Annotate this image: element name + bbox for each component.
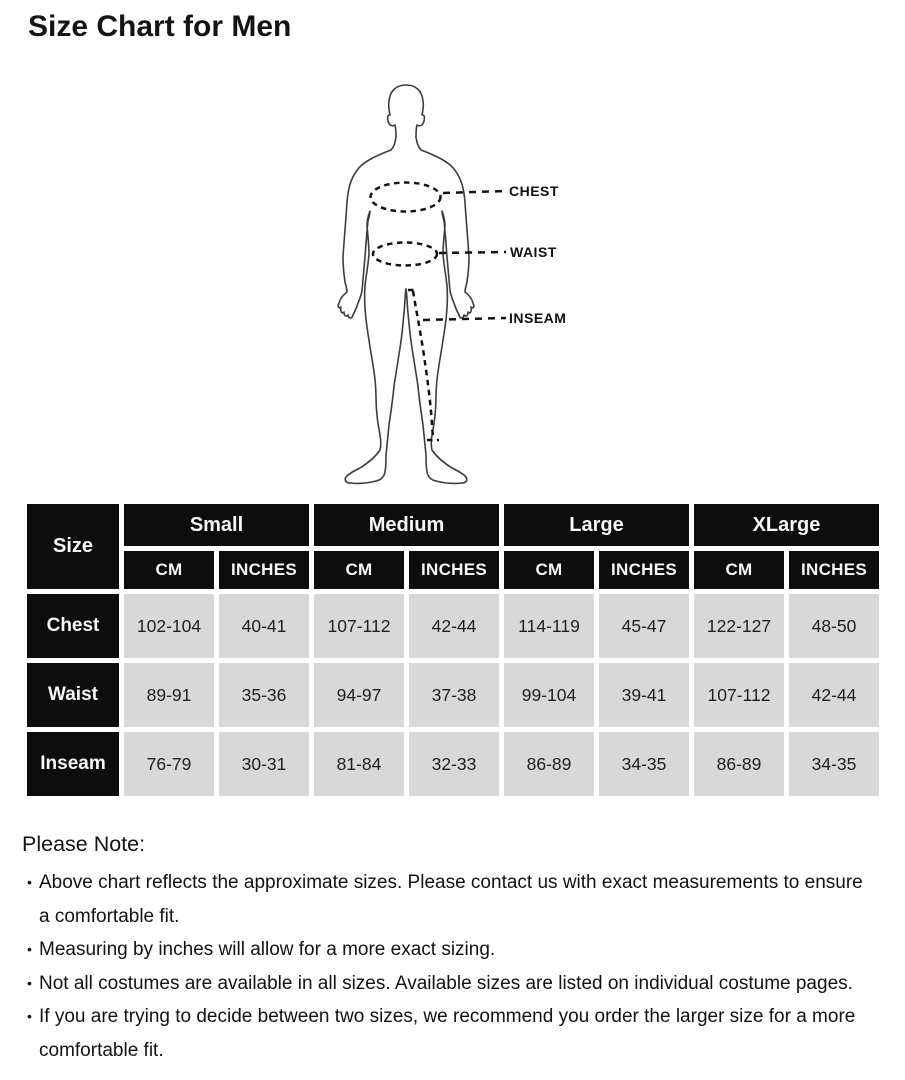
- body-measurement-diagram: [320, 75, 610, 495]
- inseam-xlarge-cm: 86-89: [694, 732, 784, 796]
- size-chart-table: [22, 499, 884, 801]
- chest-xlarge-inches: 48-50: [789, 594, 879, 658]
- table-row-inseam: [27, 732, 879, 796]
- group-header-small: Small: [124, 504, 309, 546]
- table-row-chest: [27, 594, 879, 658]
- waist-xlarge-inches: 42-44: [789, 663, 879, 727]
- bullet-icon: •: [27, 941, 32, 957]
- group-header-large: Large: [504, 504, 689, 546]
- row-label-waist: Waist: [27, 663, 119, 727]
- chest-medium-inches: 42-44: [409, 594, 499, 658]
- unit-header-inches: INCHES: [599, 551, 689, 589]
- note-text: Above chart reflects the approximate sizes. Please contact us with exact measurements to ensure a comfortable fit.: [39, 872, 863, 927]
- table-corner-cell: Size: [27, 504, 119, 589]
- chest-small-inches: 40-41: [219, 594, 309, 658]
- note-item: [22, 866, 878, 933]
- note-list: [22, 866, 878, 1067]
- unit-header-cm: CM: [314, 551, 404, 589]
- inseam-medium-cm: 81-84: [314, 732, 404, 796]
- note-item: [22, 967, 878, 1001]
- waist-measure-ellipse: [373, 243, 437, 266]
- figure-body-left-outline: [338, 137, 406, 483]
- male-figure-diagram-svg: [320, 75, 610, 495]
- unit-header-cm: CM: [694, 551, 784, 589]
- chest-measure-ellipse: [371, 183, 441, 212]
- waist-small-inches: 35-36: [219, 663, 309, 727]
- note-text: Measuring by inches will allow for a more exact sizing.: [39, 939, 496, 960]
- note-item: [22, 933, 878, 967]
- inseam-xlarge-inches: 34-35: [789, 732, 879, 796]
- waist-large-cm: 99-104: [504, 663, 594, 727]
- chest-leader-line: [443, 191, 506, 193]
- waist-medium-cm: 94-97: [314, 663, 404, 727]
- chest-medium-cm: 107-112: [314, 594, 404, 658]
- chest-large-cm: 114-119: [504, 594, 594, 658]
- inseam-large-inches: 34-35: [599, 732, 689, 796]
- waist-xlarge-cm: 107-112: [694, 663, 784, 727]
- figure-body-right-outline: [406, 137, 474, 483]
- unit-header-inches: INCHES: [789, 551, 879, 589]
- bullet-icon: •: [27, 974, 32, 991]
- inseam-label: INSEAM: [509, 310, 567, 326]
- group-header-xlarge: XLarge: [694, 504, 879, 546]
- note-text: If you are trying to decide between two sizes, we recommend you order the larger size for a more comfortable fit.: [39, 1006, 856, 1061]
- chest-large-inches: 45-47: [599, 594, 689, 658]
- group-header-medium: Medium: [314, 504, 499, 546]
- row-label-inseam: Inseam: [27, 732, 119, 796]
- bullet-icon: •: [27, 874, 32, 890]
- note-text: Not all costumes are available in all sizes. Available sizes are listed on individual costume pages.: [39, 972, 853, 994]
- notes-section: [22, 831, 878, 1067]
- notes-heading: Please Note:: [22, 832, 146, 856]
- unit-header-cm: CM: [124, 551, 214, 589]
- waist-medium-inches: 37-38: [409, 663, 499, 727]
- waist-large-inches: 39-41: [599, 663, 689, 727]
- unit-header-cm: CM: [504, 551, 594, 589]
- inseam-small-inches: 30-31: [219, 732, 309, 796]
- waist-small-cm: 89-91: [124, 663, 214, 727]
- note-item: [22, 1000, 878, 1067]
- chest-small-cm: 102-104: [124, 594, 214, 658]
- inseam-leader-line: [423, 318, 506, 320]
- row-label-chest: Chest: [27, 594, 119, 658]
- waist-label: WAIST: [510, 244, 557, 260]
- figure-head-outline: [388, 85, 425, 137]
- inseam-small-cm: 76-79: [124, 732, 214, 796]
- unit-header-inches: INCHES: [409, 551, 499, 589]
- chest-label: CHEST: [509, 183, 559, 199]
- unit-header-inches: INCHES: [219, 551, 309, 589]
- chest-xlarge-cm: 122-127: [694, 594, 784, 658]
- inseam-medium-inches: 32-33: [409, 732, 499, 796]
- waist-leader-line: [439, 252, 506, 253]
- table-row-waist: [27, 663, 879, 727]
- page-title: Size Chart for Men: [28, 10, 292, 43]
- inseam-large-cm: 86-89: [504, 732, 594, 796]
- bullet-icon: •: [27, 1008, 32, 1024]
